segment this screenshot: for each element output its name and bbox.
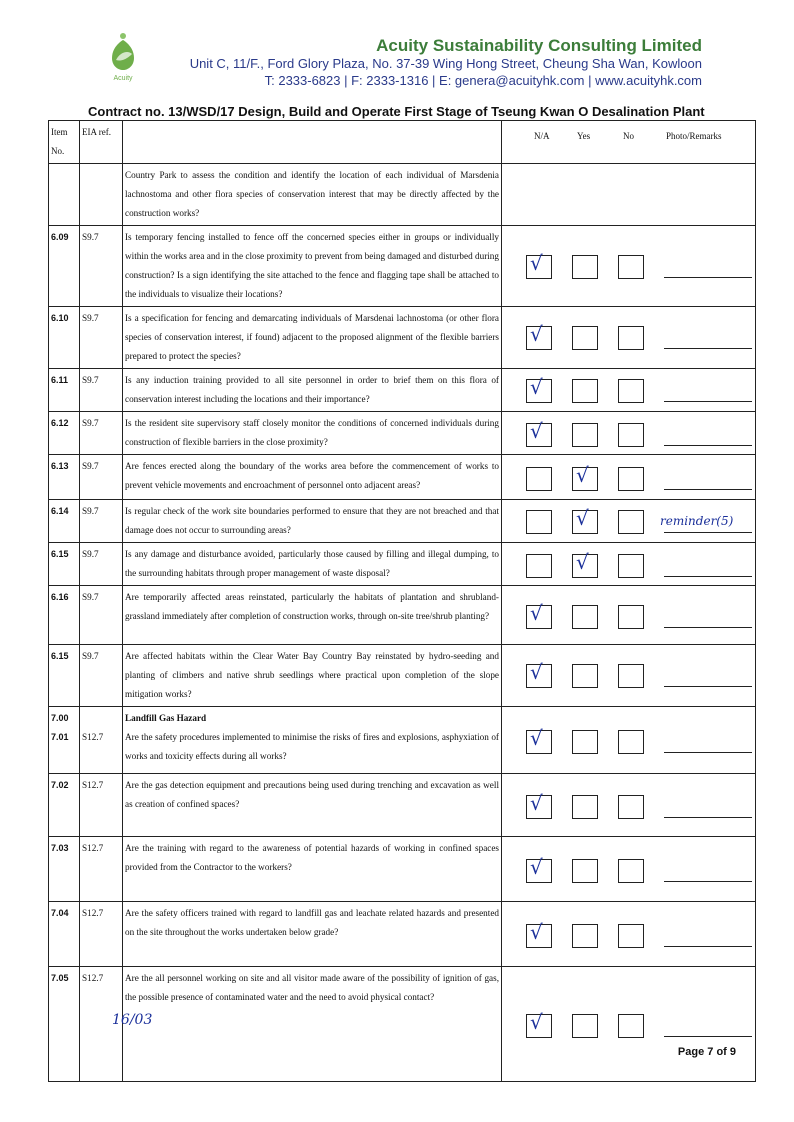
checkbox-yes[interactable] [572, 379, 598, 403]
header-check-columns [502, 121, 756, 164]
checkbox-na[interactable] [526, 791, 552, 819]
remarks-line[interactable] [664, 348, 752, 349]
remarks-line[interactable] [664, 946, 752, 947]
checkbox-no[interactable] [618, 510, 644, 534]
row-item-number: 7.05 [49, 967, 80, 1082]
row-description [123, 226, 502, 307]
handwritten-remark: reminder(5) [660, 514, 734, 528]
row-question-text: Are the gas detection equipment and precautions being used during trenching and excavation as well as creation of confined spaces? [125, 780, 499, 809]
table-header-row [49, 121, 756, 164]
row-check-cell [502, 645, 756, 707]
table-row [49, 455, 756, 500]
row-question-text: Are the safety officers trained with regard to landfill gas and leachate related hazards and presented on the site throughout the works undertaken below grade? [125, 908, 499, 937]
table-row [49, 707, 756, 774]
row-question-text: Are the all personnel working on site and all visitor made aware of the possibility of ignition of gas, the possible presence of contaminated water and the need to avoid physical contact? [125, 973, 499, 1002]
header-eia-ref: EIA ref. [80, 121, 123, 164]
table-row [49, 774, 756, 837]
checkmark-icon: √ [530, 1010, 543, 1034]
remarks-line[interactable] [664, 401, 752, 402]
row-check-cell [502, 707, 756, 774]
checkbox-no[interactable] [618, 1014, 644, 1038]
row-question-text: Is regular check of the work site boundaries performed to ensure that they are not breached and that damage does not occur to surrounding areas? [125, 506, 499, 535]
checkbox-no[interactable] [618, 326, 644, 350]
row-description [123, 967, 502, 1082]
checkbox-yes[interactable] [572, 730, 598, 754]
checkbox-na[interactable] [526, 920, 552, 948]
checkbox-na[interactable] [526, 660, 552, 688]
table-row [49, 412, 756, 455]
row-description [123, 645, 502, 707]
header-na: N/A [534, 131, 550, 141]
checkbox-no[interactable] [618, 255, 644, 279]
checkbox-no[interactable] [618, 554, 644, 578]
checkbox-no[interactable] [618, 379, 644, 403]
row-check-cell [502, 837, 756, 902]
row-item-number: 7.02 [49, 774, 80, 837]
checkbox-yes[interactable] [572, 506, 598, 534]
checkmark-icon: √ [576, 506, 589, 530]
checkbox-yes[interactable] [572, 1014, 598, 1038]
page-number: Page 7 of 9 [677, 1046, 736, 1058]
row-eia-ref [80, 164, 123, 226]
checkbox-yes[interactable] [572, 255, 598, 279]
row-eia-ref: S9.7 [80, 369, 123, 412]
checkbox-yes[interactable] [572, 423, 598, 447]
table-row [49, 645, 756, 707]
row-item-number: 6.11 [49, 369, 80, 412]
row-description [123, 902, 502, 967]
row-item-number: 6.15 [49, 543, 80, 586]
row-check-cell [502, 774, 756, 837]
company-name: Acuity Sustainability Consulting Limited [376, 36, 702, 55]
row-check-cell [502, 500, 756, 543]
row-item-number: 6.10 [49, 307, 80, 369]
row-eia-ref: S12.7 [80, 707, 123, 774]
checkmark-icon: √ [530, 660, 543, 684]
row-question-text: Is temporary fencing installed to fence off the concerned species either in groups or individually within the works area and in the close proximity to prevent from being damaged and disturbed during construction? Is a sign identifying the site attached to the fence and flagging tape shall be attached to the individuals to visualize their locations? [125, 232, 499, 299]
remarks-line[interactable] [664, 576, 752, 577]
checkbox-na[interactable] [526, 375, 552, 403]
header-yes: Yes [577, 131, 591, 141]
row-description [123, 837, 502, 902]
row-item-number: 7.04 [49, 902, 80, 967]
checkmark-icon: √ [530, 601, 543, 625]
table-row [49, 902, 756, 967]
row-description [123, 164, 502, 226]
section-title: Landfill Gas Hazard [125, 713, 207, 723]
table-row [49, 369, 756, 412]
checkbox-yes[interactable] [572, 605, 598, 629]
checkbox-na[interactable] [526, 855, 552, 883]
row-check-cell [502, 543, 756, 586]
row-eia-ref: S9.7 [80, 500, 123, 543]
company-contact: T: 2333-6823 | F: 2333-1316 | E: genera@acuityhk.com | www.acuityhk.com [264, 73, 702, 88]
checkmark-icon: √ [530, 251, 543, 275]
row-question-text: Are the safety procedures implemented to minimise the risks of fires and explosions, asphyxiation of works and toxicity effects during all works? [125, 732, 499, 761]
checkmark-icon: √ [576, 463, 589, 487]
contract-title: Contract no. 13/WSD/17 Design, Build and Operate First Stage of Tseung Kwan O Desalination Plant [88, 104, 705, 119]
checkbox-no[interactable] [618, 795, 644, 819]
company-address: Unit C, 11/F., Ford Glory Plaza, No. 37-39 Wing Hong Street, Cheung Sha Wan, Kowloon [189, 56, 702, 71]
row-description [123, 412, 502, 455]
row-item-number: 7.03 [49, 837, 80, 902]
checkbox-yes[interactable] [572, 859, 598, 883]
row-item-number: 6.14 [49, 500, 80, 543]
checkbox-na[interactable] [526, 1010, 552, 1038]
row-eia-ref: S9.7 [80, 412, 123, 455]
checkbox-yes[interactable] [572, 550, 598, 578]
row-question-text: Are fences erected along the boundary of the works area before the commencement of works to prevent vehicle movements and encroachment of personnel onto adjacent areas? [125, 461, 499, 490]
row-description [123, 307, 502, 369]
row-question-text: Country Park to assess the condition and identify the location of each individual of Marsdenia lachnostoma and other flora species of conservation interest that may be directly affected by the construction works? [125, 170, 499, 218]
row-eia-ref: S12.7 [80, 774, 123, 837]
checkbox-no[interactable] [618, 664, 644, 688]
checkmark-icon: √ [530, 322, 543, 346]
row-check-cell [502, 307, 756, 369]
table-row [49, 500, 756, 543]
row-item-number: 6.12 [49, 412, 80, 455]
remarks-line[interactable] [664, 277, 752, 278]
checkbox-yes[interactable] [572, 664, 598, 688]
row-eia-ref: S9.7 [80, 543, 123, 586]
checkmark-icon: √ [530, 791, 543, 815]
row-description [123, 586, 502, 645]
checkbox-no[interactable] [618, 924, 644, 948]
checkbox-yes[interactable] [572, 795, 598, 819]
row-check-cell [502, 226, 756, 307]
table-row [49, 837, 756, 902]
row-item-number: 6.13 [49, 455, 80, 500]
checkbox-na[interactable] [526, 510, 552, 534]
row-eia-ref: S9.7 [80, 307, 123, 369]
company-logo-icon [98, 28, 148, 88]
row-check-cell [502, 967, 756, 1082]
checkbox-no[interactable] [618, 859, 644, 883]
row-eia-ref: S12.7 [80, 837, 123, 902]
remarks-line[interactable] [664, 881, 752, 882]
checkmark-icon: √ [576, 550, 589, 574]
remarks-line[interactable] [664, 752, 752, 753]
row-eia-ref: S9.7 [80, 586, 123, 645]
table-row [49, 164, 756, 226]
row-description [123, 500, 502, 543]
table-row [49, 543, 756, 586]
row-question-text: Are the training with regard to the awareness of potential hazards of working in confined spaces provided from the Contractor to the workers? [125, 843, 499, 872]
row-description [123, 369, 502, 412]
row-check-cell [502, 164, 756, 226]
checkbox-yes[interactable] [572, 463, 598, 491]
handwritten-date: 16/03 [112, 1012, 153, 1028]
remarks-line[interactable] [664, 532, 752, 533]
remarks-line[interactable] [664, 489, 752, 490]
header-remarks: Photo/Remarks [666, 131, 722, 141]
checkbox-no[interactable] [618, 467, 644, 491]
table-row [49, 967, 756, 1082]
checkbox-na[interactable] [526, 322, 552, 350]
row-description [123, 455, 502, 500]
checkbox-yes[interactable] [572, 924, 598, 948]
row-item-number [49, 164, 80, 226]
checkbox-na[interactable] [526, 467, 552, 491]
checkbox-na[interactable] [526, 251, 552, 279]
row-question-text: Is a specification for fencing and demarcating individuals of Marsdenai lachnostoma (or other flora species of conservation interest, if found) adjacent to the proposed alignment of the flexible barriers prepared to protect the species? [125, 313, 499, 361]
checkbox-na[interactable] [526, 726, 552, 754]
row-description [123, 543, 502, 586]
row-item-number: 6.16 [49, 586, 80, 645]
row-item-number: 6.09 [49, 226, 80, 307]
row-check-cell [502, 412, 756, 455]
letterhead [0, 0, 794, 100]
checkbox-no[interactable] [618, 605, 644, 629]
row-check-cell [502, 902, 756, 967]
row-eia-ref: S12.7 [80, 902, 123, 967]
header-item: Item No. [49, 121, 80, 164]
checkbox-no[interactable] [618, 730, 644, 754]
row-item-number: 7.00 7.01 [49, 707, 80, 774]
row-question-text: Is the resident site supervisory staff closely monitor the conditions of concerned individuals during construction of flexible barriers in the close proximity? [125, 418, 499, 447]
checkbox-yes[interactable] [572, 326, 598, 350]
checkbox-no[interactable] [618, 423, 644, 447]
row-question-text: Is any damage and disturbance avoided, particularly those caused by filling and illegal dumping, to the surrounding habitats through proper management of waste disposal? [125, 549, 499, 578]
row-eia-ref: S9.7 [80, 226, 123, 307]
table-row [49, 307, 756, 369]
row-question-text: Are affected habitats within the Clear Water Bay Country Bay reinstated by hydro-seeding and planting of climbers and native shrub seedlings where practical upon completion of the slope mitigation works? [125, 651, 499, 699]
row-description [123, 707, 502, 774]
checkbox-na[interactable] [526, 601, 552, 629]
checkmark-icon: √ [530, 855, 543, 879]
row-eia-ref: S9.7 [80, 455, 123, 500]
remarks-line[interactable] [664, 686, 752, 687]
checkmark-icon: √ [530, 920, 543, 944]
header-description [123, 121, 502, 164]
row-eia-ref: S12.7 [80, 967, 123, 1082]
row-question-text: Is any induction training provided to all site personnel in order to brief them on this flora of conservation interest including the locations and their importance? [125, 375, 499, 404]
row-check-cell [502, 586, 756, 645]
checkbox-na[interactable] [526, 554, 552, 578]
row-check-cell [502, 455, 756, 500]
row-item-number: 6.15 [49, 645, 80, 707]
checkmark-icon: √ [530, 726, 543, 750]
table-row [49, 586, 756, 645]
row-check-cell [502, 369, 756, 412]
remarks-line[interactable] [664, 445, 752, 446]
checkbox-na[interactable] [526, 419, 552, 447]
row-description [123, 774, 502, 837]
header-no: No [623, 131, 634, 141]
logo-text: Acuity [113, 75, 133, 82]
checkmark-icon: √ [530, 419, 543, 443]
remarks-line[interactable] [664, 1036, 752, 1037]
row-eia-ref: S9.7 [80, 645, 123, 707]
checklist-table [48, 120, 756, 1082]
remarks-line[interactable] [664, 627, 752, 628]
row-question-text: Are temporarily affected areas reinstated, particularly the habitats of plantation and shrubland-grassland immediately after completion of construction works, through on-site tree/shrub planting? [125, 592, 499, 621]
checkmark-icon: √ [530, 375, 543, 399]
remarks-line[interactable] [664, 817, 752, 818]
table-row [49, 226, 756, 307]
